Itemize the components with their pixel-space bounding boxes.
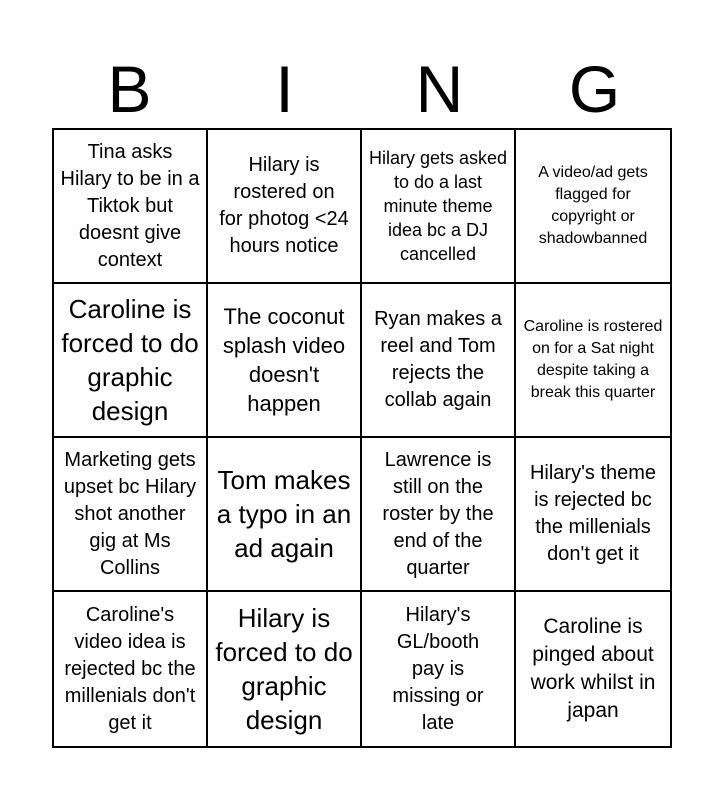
bingo-cell[interactable] bbox=[516, 130, 670, 284]
bingo-cell[interactable] bbox=[362, 284, 516, 438]
bingo-board bbox=[52, 128, 672, 748]
header-letter-n: N bbox=[415, 52, 464, 126]
bingo-cell-text: Caroline is forced to do graphic design bbox=[61, 294, 199, 426]
bingo-cell-text: The coconut splash video doesn't happen bbox=[222, 304, 346, 416]
bingo-cell-text: Caroline is pinged about work whilst in japan bbox=[530, 615, 656, 722]
bingo-cell[interactable] bbox=[208, 438, 362, 592]
bingo-cell[interactable] bbox=[516, 592, 670, 746]
bingo-cell-text: Hilary is forced to do graphic design bbox=[215, 603, 353, 735]
bingo-cell-text: Caroline's video idea is rejected bc the millenials don't get it bbox=[64, 603, 196, 734]
bingo-cell-text: Caroline is rostered on for a Sat night despite taking a break this quarter bbox=[523, 318, 663, 401]
bingo-cell[interactable] bbox=[54, 130, 208, 284]
header-letter-i: I bbox=[275, 52, 294, 126]
bingo-cell-text: Tina asks Hilary to be in a Tiktok but doesnt give context bbox=[60, 140, 200, 271]
bingo-cell-text: Ryan makes a reel and Tom rejects the collab again bbox=[374, 308, 502, 411]
bingo-cell[interactable] bbox=[208, 284, 362, 438]
bingo-cell[interactable] bbox=[54, 284, 208, 438]
bingo-header bbox=[52, 50, 672, 128]
bingo-cell-text: Hilary is rostered on for photog <24 hours notice bbox=[219, 154, 349, 257]
bingo-cell-text: Hilary's GL/booth pay is missing or late bbox=[392, 603, 484, 734]
bingo-cell[interactable] bbox=[516, 438, 670, 592]
bingo-cell[interactable] bbox=[54, 438, 208, 592]
header-letter-g: G bbox=[568, 52, 621, 126]
bingo-cell[interactable] bbox=[54, 592, 208, 746]
bingo-cell-text: Marketing gets upset bc Hilary shot another gig at Ms Collins bbox=[63, 448, 197, 579]
bingo-cell[interactable] bbox=[362, 130, 516, 284]
bingo-cell-text: Hilary gets asked to do a last minute theme idea bc a DJ cancelled bbox=[368, 148, 508, 264]
bingo-cell-text: Hilary's theme is rejected bc the millenials don't get it bbox=[529, 462, 657, 565]
bingo-cell[interactable] bbox=[362, 592, 516, 746]
bingo-cell[interactable] bbox=[208, 130, 362, 284]
header-letter-b: B bbox=[107, 52, 152, 126]
bingo-cell[interactable] bbox=[208, 592, 362, 746]
bingo-cell-text: Lawrence is still on the roster by the end of the quarter bbox=[382, 448, 494, 579]
bingo-cell[interactable] bbox=[362, 438, 516, 592]
bingo-cell-text: Tom makes a typo in an ad again bbox=[216, 465, 352, 563]
bingo-cell-text: A video/ad gets flagged for copyright or shadowbanned bbox=[538, 164, 648, 247]
bingo-cell[interactable] bbox=[516, 284, 670, 438]
